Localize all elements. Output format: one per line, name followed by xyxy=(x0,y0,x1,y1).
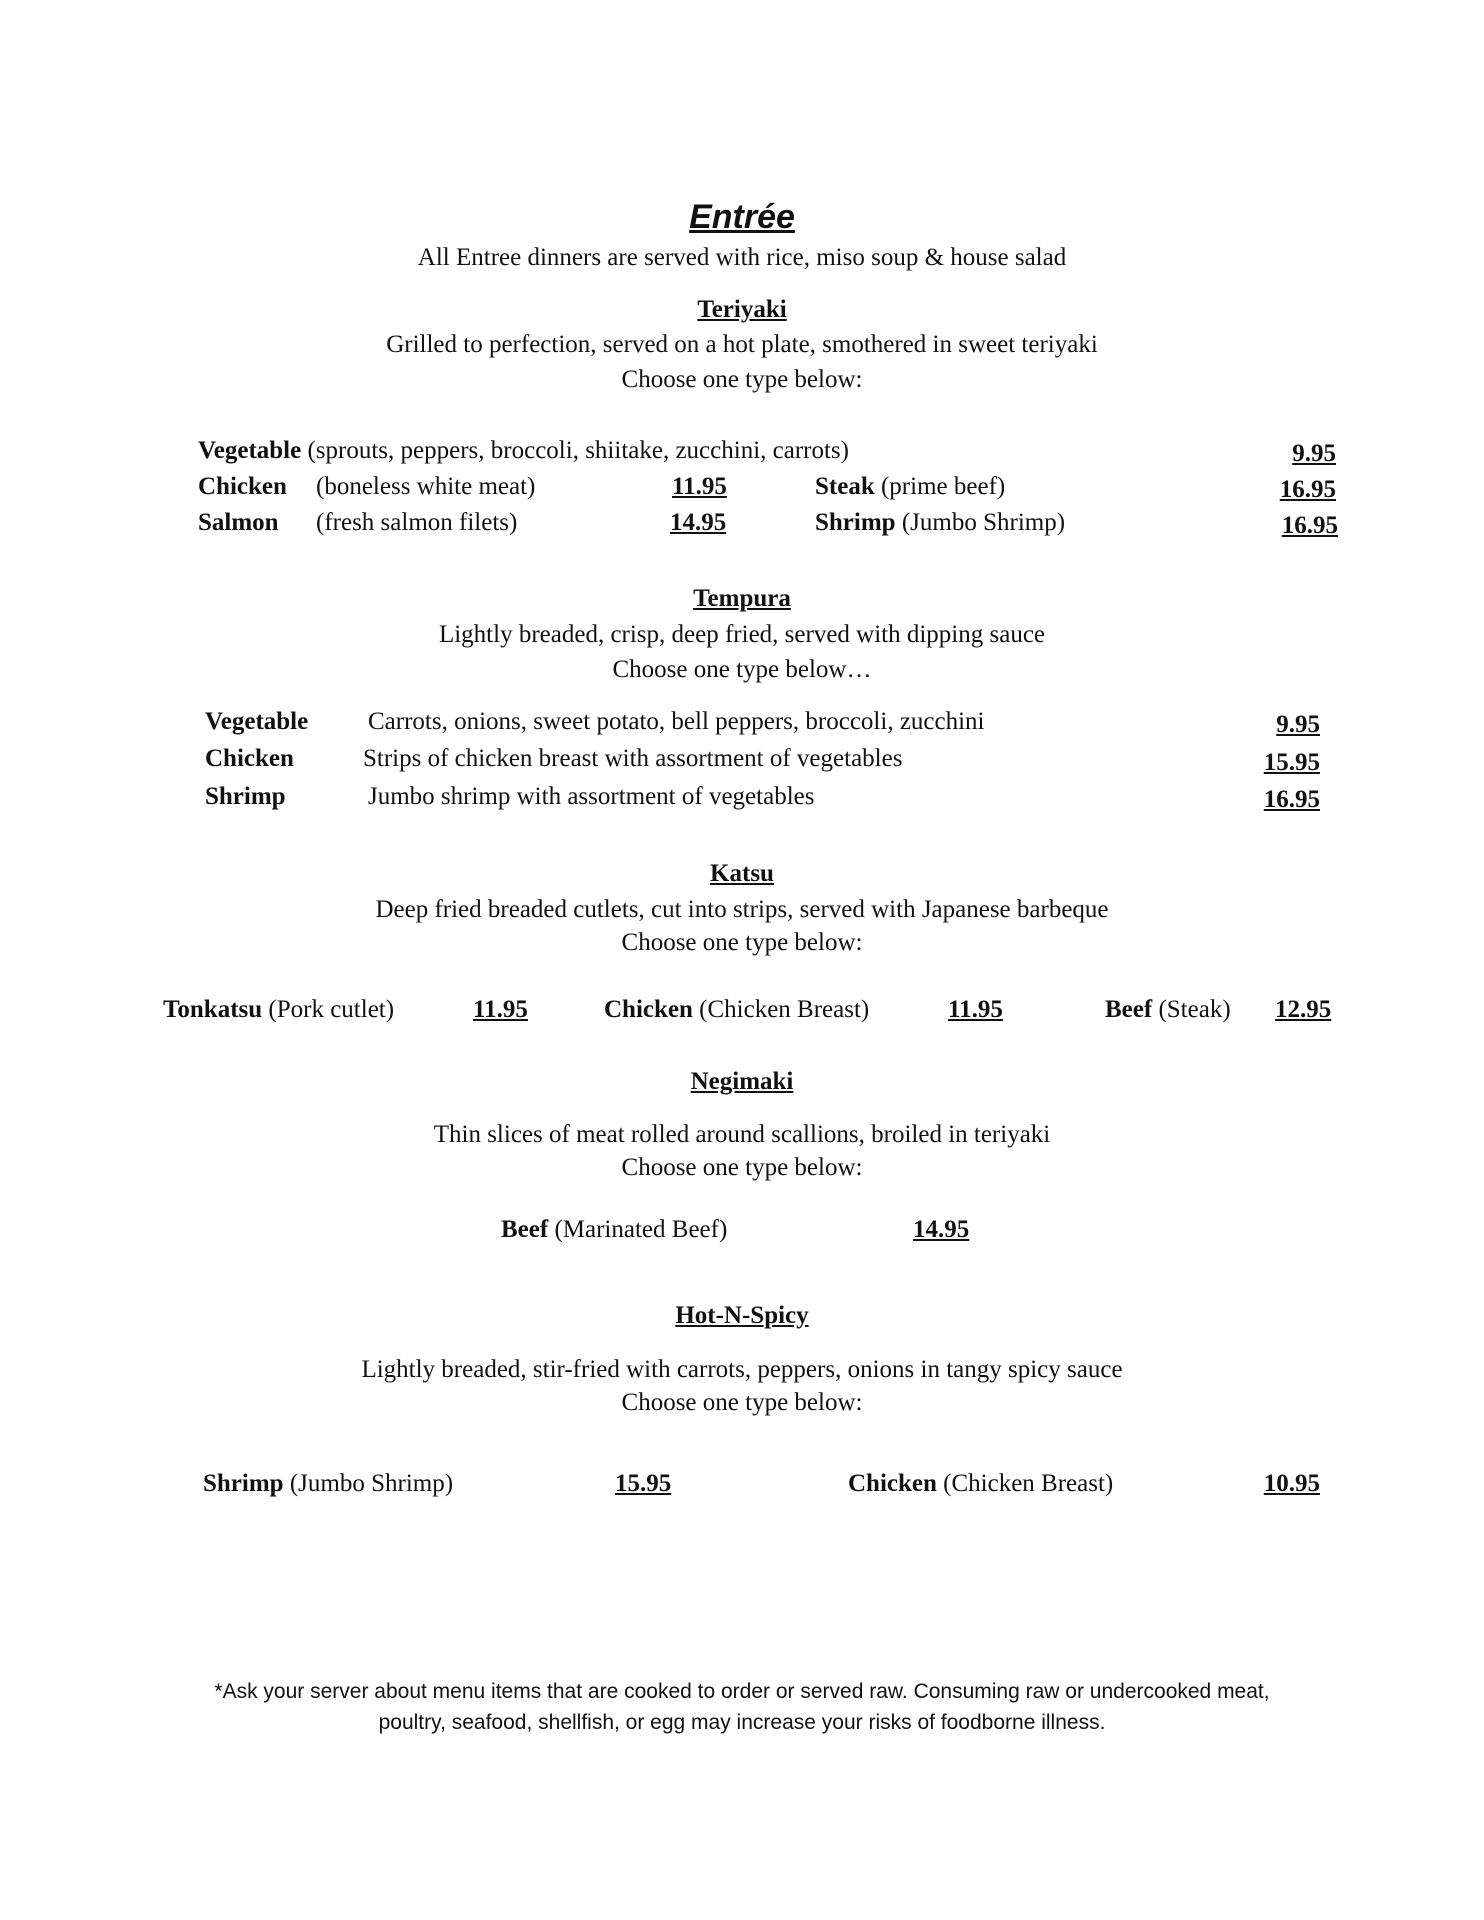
negimaki-beef-price: 14.95 xyxy=(913,1216,970,1243)
tempura-vegetable-name: Vegetable xyxy=(205,708,309,735)
tempura-vegetable-detail: Carrots, onions, sweet potato, bell peppers, broccoli, zucchini xyxy=(368,708,985,735)
disclaimer-line-2: poultry, seafood, shellfish, or egg may increase your risks of foodborne illness. xyxy=(378,1711,1106,1734)
tempura-shrimp-name: Shrimp xyxy=(205,783,286,810)
disclaimer xyxy=(0,1676,1484,1738)
hotnspicy-choose: Choose one type below: xyxy=(621,1389,863,1416)
teriyaki-chicken-price: 11.95 xyxy=(672,473,727,500)
hotnspicy-shrimp-price: 15.95 xyxy=(615,1470,672,1497)
tempura-chicken-price: 15.95 xyxy=(1263,749,1320,776)
katsu-beef-price: 12.95 xyxy=(1275,996,1332,1023)
teriyaki-salmon-name: Salmon xyxy=(198,509,279,536)
item-detail: (prime beef) xyxy=(880,473,1006,500)
teriyaki-salmon-detail: (fresh salmon filets) xyxy=(316,509,518,536)
teriyaki-shrimp-item xyxy=(815,509,1065,537)
item-name: Tonkatsu xyxy=(163,996,263,1023)
tempura-title: Tempura xyxy=(693,585,791,612)
item-name: Vegetable xyxy=(198,437,302,464)
tempura-choose: Choose one type below… xyxy=(612,656,872,683)
katsu-choose: Choose one type below: xyxy=(621,929,863,956)
katsu-tonkatsu-item xyxy=(163,996,394,1024)
teriyaki-title: Teriyaki xyxy=(697,296,787,323)
katsu-tonkatsu-price: 11.95 xyxy=(473,996,528,1023)
disclaimer-line-1: *Ask your server about menu items that are cooked to order or served raw. Consuming raw or undercooked meat, xyxy=(214,1680,1270,1703)
page-title: Entrée xyxy=(689,198,795,236)
item-detail: (Jumbo Shrimp) xyxy=(289,1470,454,1497)
katsu-chicken-price: 11.95 xyxy=(948,996,1003,1023)
katsu-chicken-item xyxy=(604,996,869,1024)
tempura-vegetable-price: 9.95 xyxy=(1276,711,1320,738)
item-name: Steak xyxy=(815,473,875,500)
item-name: Shrimp xyxy=(815,509,896,536)
teriyaki-steak-item xyxy=(815,473,1005,501)
item-name: Chicken xyxy=(604,996,693,1023)
item-name: Shrimp xyxy=(203,1470,284,1497)
item-detail: (Pork cutlet) xyxy=(268,996,395,1023)
katsu-description: Deep fried breaded cutlets, cut into strips, served with Japanese barbeque xyxy=(375,896,1109,923)
item-detail: (Chicken Breast) xyxy=(699,996,870,1023)
item-detail: (Steak) xyxy=(1158,996,1231,1023)
hotnspicy-description: Lightly breaded, stir-fried with carrots, peppers, onions in tangy spicy sauce xyxy=(361,1356,1123,1383)
hotnspicy-chicken-item xyxy=(848,1470,1113,1498)
negimaki-choose: Choose one type below: xyxy=(621,1154,863,1181)
teriyaki-choose: Choose one type below: xyxy=(621,366,863,393)
item-detail: (Marinated Beef) xyxy=(554,1216,728,1243)
negimaki-beef-item xyxy=(501,1216,727,1244)
tempura-shrimp-price: 16.95 xyxy=(1263,786,1320,813)
hotnspicy-chicken-price: 10.95 xyxy=(1263,1470,1320,1497)
tempura-chicken-detail: Strips of chicken breast with assortment of vegetables xyxy=(363,745,903,772)
teriyaki-vegetable-price: 9.95 xyxy=(1292,440,1336,467)
tempura-description: Lightly breaded, crisp, deep fried, served with dipping sauce xyxy=(438,621,1046,648)
teriyaki-chicken-detail: (boneless white meat) xyxy=(316,473,536,500)
teriyaki-shrimp-price: 16.95 xyxy=(1281,512,1338,539)
teriyaki-salmon-price: 14.95 xyxy=(670,509,727,536)
negimaki-description: Thin slices of meat rolled around scallions, broiled in teriyaki xyxy=(433,1121,1051,1148)
teriyaki-description: Grilled to perfection, served on a hot plate, smothered in sweet teriyaki xyxy=(386,331,1098,358)
tempura-chicken-name: Chicken xyxy=(205,745,294,772)
item-name: Beef xyxy=(1105,996,1153,1023)
teriyaki-steak-price: 16.95 xyxy=(1279,476,1336,503)
item-name: Chicken xyxy=(848,1470,937,1497)
page-subtitle: All Entree dinners are served with rice, miso soup & house salad xyxy=(417,244,1067,271)
teriyaki-vegetable-item xyxy=(198,437,849,465)
item-detail: (Jumbo Shrimp) xyxy=(901,509,1066,536)
item-detail: (sprouts, peppers, broccoli, shiitake, zucchini, carrots) xyxy=(307,437,849,464)
katsu-beef-item xyxy=(1105,996,1231,1024)
hotnspicy-shrimp-item xyxy=(203,1470,453,1498)
item-name: Beef xyxy=(501,1216,549,1243)
teriyaki-chicken-name: Chicken xyxy=(198,473,287,500)
hotnspicy-title: Hot-N-Spicy xyxy=(675,1302,809,1329)
katsu-title: Katsu xyxy=(710,860,774,887)
tempura-shrimp-detail: Jumbo shrimp with assortment of vegetables xyxy=(368,783,815,810)
item-detail: (Chicken Breast) xyxy=(943,1470,1114,1497)
negimaki-title: Negimaki xyxy=(690,1068,794,1095)
